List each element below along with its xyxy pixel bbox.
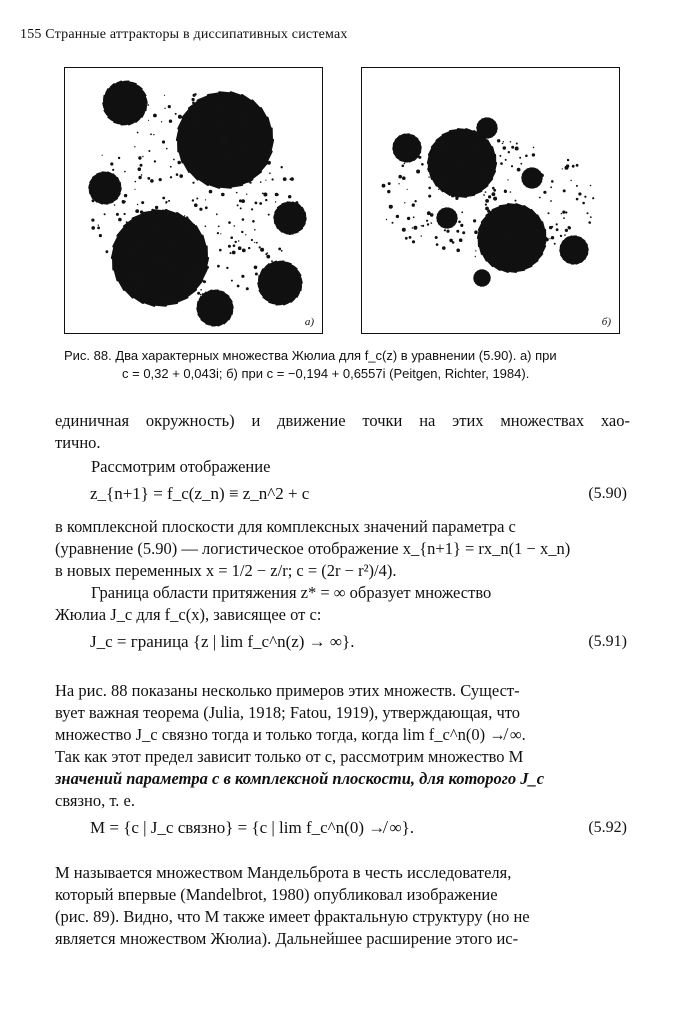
p6-line-1: M называется множеством Мандельброта в честь исследователя,	[55, 863, 512, 882]
p5-line-3: множество J_c связно тогда и только тогда, когда lim f_c^n(0) ↛ ∞.	[55, 725, 526, 744]
julia-a-spiral-left	[89, 172, 121, 204]
p5-line-5: значений параметра c в комплексной плоскости, для которого J_c	[55, 769, 545, 788]
equation-5-91: J_c = граница {z | lim f_c^n(z) → ∞}.	[90, 632, 355, 651]
julia-b-spiral-bottom	[474, 270, 490, 286]
figure-label-b: б)	[601, 316, 611, 328]
julia-b-spiral-upper	[428, 129, 496, 197]
equation-5-91-number: (5.91)	[588, 633, 627, 650]
equation-5-90-number: (5.90)	[588, 485, 627, 502]
julia-a-spiral-bottom	[112, 210, 208, 305]
figure-julia-b	[361, 67, 620, 334]
julia-b-spiral-midright	[522, 168, 542, 188]
julia-a-spiral-bottomright	[258, 261, 302, 304]
julia-a-spiral-topleft	[103, 81, 147, 124]
caption-line-2: c = 0,32 + 0,043i; б) при c = −0,194 + 0,6557i (Peitgen, Richter, 1984).	[122, 366, 530, 381]
p5-line-6: связно, т. е.	[55, 791, 136, 810]
p1-line-1: единичная окружность) и движение точки на этих множествах хао-	[55, 411, 630, 430]
julia-set-b-image	[362, 68, 619, 333]
p1-line-2: тично.	[55, 433, 101, 452]
p5-line-1: На рис. 88 показаны несколько примеров этих множеств. Сущест-	[55, 681, 520, 700]
p4-line-2: Жюлиа J_c для f_c(x), зависящее от c:	[55, 605, 322, 624]
page-header: 155 Странные аттракторы в диссипативных системах	[20, 27, 348, 42]
equation-5-90: z_{n+1} = f_c(z_n) ≡ z_n^2 + c	[90, 484, 310, 503]
p5-line-4: Так как этот предел зависит только от c, рассмотрим множество M	[55, 747, 524, 766]
figure-julia-a	[64, 67, 323, 334]
julia-b-spiral-left	[393, 134, 421, 162]
julia-b-spiral-lower	[478, 204, 546, 272]
p3-line-2: (уравнение (5.90) — логистическое отображение x_{n+1} = rx_n(1 − x_n)	[55, 539, 571, 558]
p2-text: Рассмотрим отображение	[91, 457, 271, 476]
julia-b-spiral-topmid	[477, 118, 497, 138]
p6-line-2: который впервые (Mandelbrot, 1980) опубликовал изображение	[55, 885, 498, 904]
p5-line-2: вует важная теорема (Julia, 1918; Fatou, 1919), утверждающая, что	[55, 703, 520, 722]
figure-label-a: а)	[304, 316, 314, 328]
julia-b-spiral-midleft	[437, 208, 457, 228]
p3-line-1: в комплексной плоскости для комплексных значений параметра c	[55, 517, 516, 536]
julia-b-spiral-right	[560, 236, 588, 264]
equation-5-92: M = {c | J_c связно} = {c | lim f_c^n(0) ↛ ∞}.	[90, 818, 415, 837]
equation-5-92-number: (5.92)	[588, 819, 627, 836]
julia-set-a-image	[65, 68, 322, 333]
julia-a-spiral-bottomcenter	[197, 290, 233, 325]
p6-line-4: является множеством Жюлиа). Дальнейшее расширение этого ис-	[55, 929, 519, 948]
p4-line-1: Граница области притяжения z* = ∞ образует множество	[91, 583, 492, 602]
caption-line-1: Рис. 88. Два характерных множества Жюлиа для f_c(z) в уравнении (5.90). а) при	[64, 348, 557, 363]
p6-line-3: (рис. 89). Видно, что M также имеет фрактальную структуру (но не	[55, 907, 530, 926]
julia-a-spiral-right	[274, 202, 306, 234]
p3-line-3: в новых переменных x = 1/2 − z/r; c = (2r − r²)/4).	[55, 561, 397, 580]
julia-a-spiral-top	[177, 92, 273, 187]
figure-caption	[64, 347, 634, 383]
